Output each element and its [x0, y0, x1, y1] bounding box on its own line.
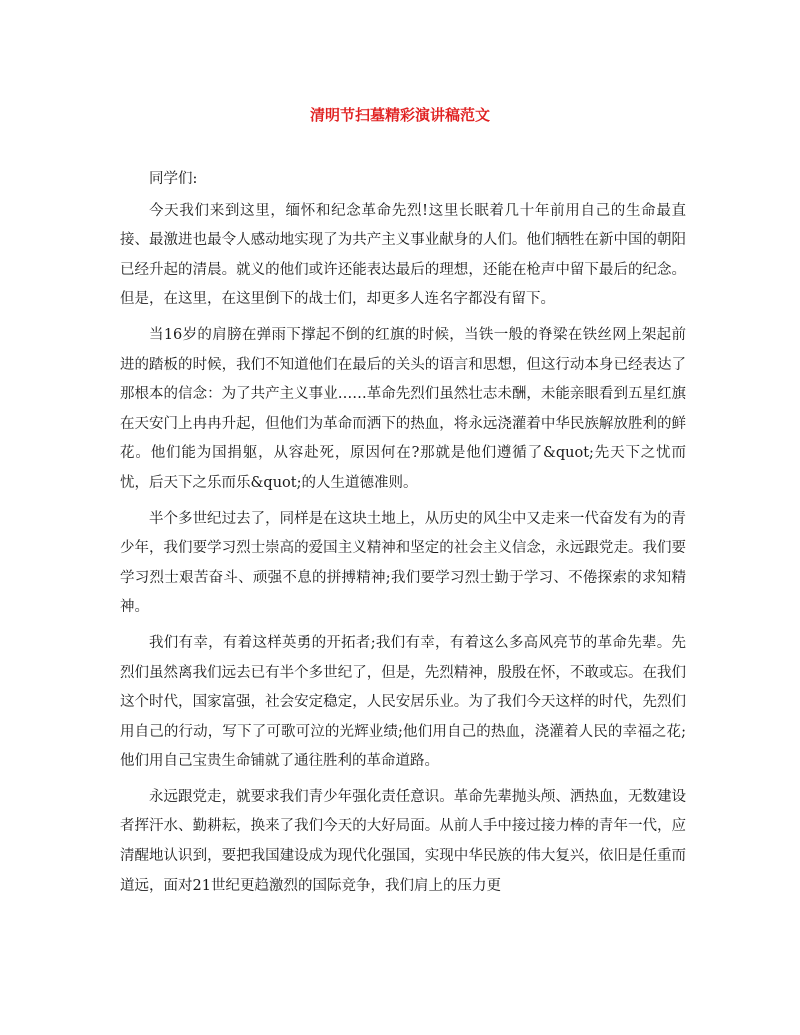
document-body: [120, 165, 686, 907]
body-paragraph-2: 当16岁的肩膀在弹雨下撑起不倒的红旗的时候，当铁一般的脊梁在铁丝网上架起前进的踏板的时候，我们不知道他们在最后的关头的语言和思想，但这行动本身已经表达了那根本的信念：为了共产主义事业……革命先烈们虽然壮志未酬，未能亲眼看到五星红旗在天安门上冉冉升起，但他们为革命而洒下的热血，将永远浇灌着中华民族解放胜利的鲜花。他们能为国捐躯，从容赴死，原因何在?那就是他们遵循了&quot;先天下之忧而忧，后天下之乐而乐&quot;的人生道德准则。: [120, 326, 686, 491]
body-paragraph-4: 我们有幸，有着这样英勇的开拓者;我们有幸，有着这么多高风亮节的革命先辈。先烈们虽然离我们远去已有半个多世纪了，但是，先烈精神，殷殷在怀，不敢或忘。在我们这个时代，国家富强，社会安定稳定，人民安居乐业。为了我们今天这样的时代，先烈们用自己的行动，写下了可歌可泣的光辉业绩;他们用自己的热血，浇灌着人民的幸福之花;他们用自己宝贵生命铺就了通往胜利的革命道路。: [120, 634, 686, 770]
body-paragraph-5: 永远跟党走，就要求我们青少年强化责任意识。革命先辈抛头颅、洒热血，无数建设者挥汗水、勤耕耘，换来了我们今天的大好局面。从前人手中接过接力棒的青年一代，应清醒地认识到，要把我国建设成为现代化强国，实现中华民族的伟大复兴，依旧是任重而道远，面对21世纪更趋激烈的国际竞争，我们肩上的压力更: [120, 788, 686, 894]
body-paragraph-3: 半个多世纪过去了，同样是在这块土地上，从历史的风尘中又走来一代奋发有为的青少年，我们要学习烈士崇高的爱国主义精神和坚定的社会主义信念，永远跟党走。我们要学习烈士艰苦奋斗、顽强不息的拼搏精神;我们要学习烈士勤于学习、不倦探索的求知精神。: [120, 510, 686, 616]
salutation-paragraph: 同学们:: [149, 171, 198, 187]
document-title: 清明节扫墓精彩演讲稿范文: [309, 106, 490, 124]
body-paragraph-1: 今天我们来到这里，缅怀和纪念革命先烈!这里长眠着几十年前用自己的生命最直接、最激进也最令人感动地实现了为共产主义事业献身的人们。他们牺牲在新中国的朝阳已经升起的清晨。就义的他们或许还能表达最后的理想，还能在枪声中留下最后的纪念。但是，在这里，在这里倒下的战士们，却更多人连名字都没有留下。: [120, 202, 686, 308]
